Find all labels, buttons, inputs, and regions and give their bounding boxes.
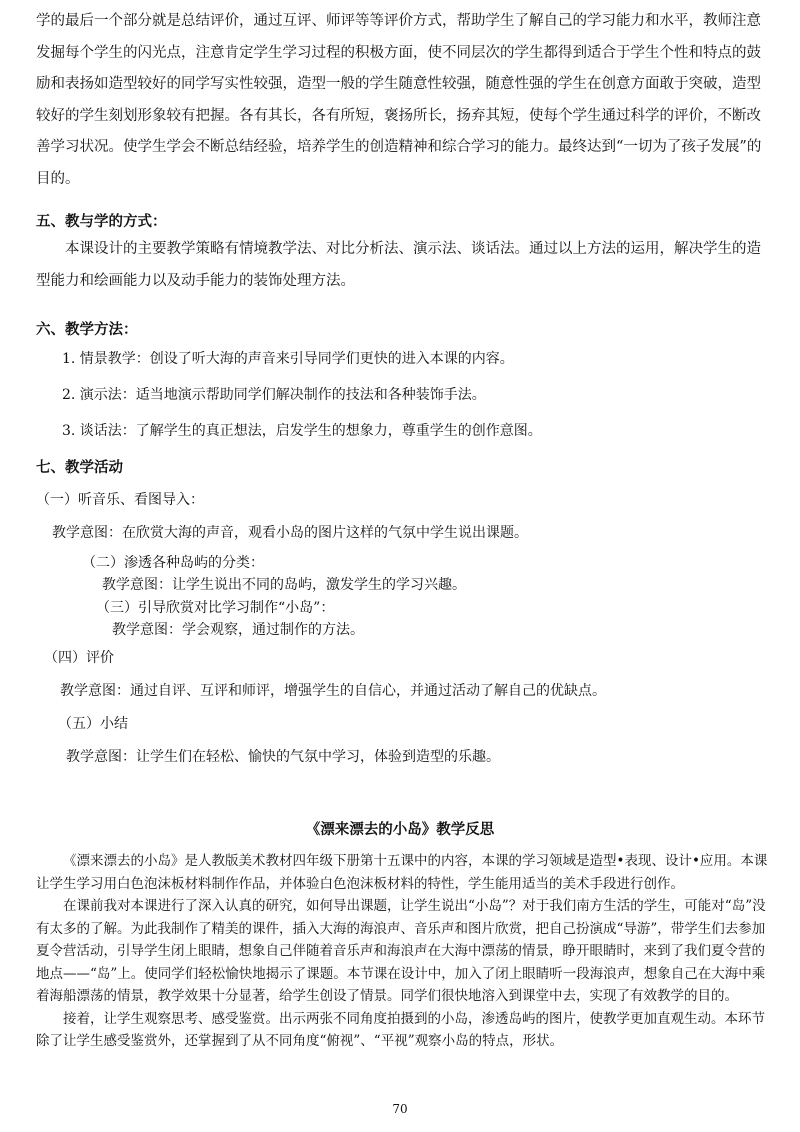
section-7-heading: 七、教学活动 (36, 460, 123, 476)
activity-step: （四）评价 (44, 650, 114, 666)
activity-intent: 教学意图：通过自评、互评和师评，增强学生的自信心，并通过活动了解自己的优缺点。 (60, 683, 606, 699)
activity-intent: 教学意图：学会观察，通过制作的方法。 (112, 622, 364, 638)
page-number: 70 (392, 1102, 408, 1116)
activity-step: （三）引导欣赏对比学习制作“小岛”： (96, 600, 335, 616)
teaching-method-item: 3. 谈话法：了解学生的真正想法，启发学生的想象力，尊重学生的创作意图。 (62, 423, 542, 439)
activity-step: （二）渗透各种岛屿的分类： (82, 555, 264, 571)
activity-intent: 教学意图：让学生说出不同的岛屿，激发学生的学习兴趣。 (102, 577, 466, 593)
section-6-heading: 六、教学方法： (36, 322, 138, 338)
teaching-method-item: 1. 情景教学：创设了听大海的声音来引导同学们更快的进入本课的内容。 (62, 351, 514, 367)
intro-paragraph: 学的最后一个部分就是总结评价，通过互评、师评等等评价方式，帮助学生了解自己的学习能力和水平，教师注意发掘每个学生的闪光点，注意肯定学生学习过程的积极方面，使不同层次的学生都得到适合于学生个性和特点的鼓励和表扬如造型较好的同学写实性较强，造型一般的学生随意性较强，随意性强的学生在创意方面敢于突破，造型较好的学生刻划形象较有把握。各有其长，各有所短，褒扬所长，扬弃其短，使每个学生通过科学的评价，不断改善学习状况。使学生学会不断总结经验，培养学生的创造精神和综合学习的能力。最终达到“一切为了孩子发展”的目的。 (36, 13, 762, 187)
reflection-paragraph: 在课前我对本课进行了深入认真的研究，如何导出课题，让学生说出“小岛”？对于我们南方生活的学生，可能对“岛”没有太多的了解。为此我制作了精美的课件，插入大海的海浪声、音乐声和图片欣赏，把自己扮演成“导游”，带学生们去参加夏令营活动，引导学生闭上眼睛，想象自己伴随着音乐声和海浪声在大海中漂荡的情景，睁开眼睛时，来到了我们夏令营的地点——“岛”上。使同学们轻松愉快地揭示了课题。本节课在设计中，加入了闭上眼睛听一段海浪声，想象自己在大海中乘着海船漂荡的情景，教学效果十分显著，给学生创设了情景。同学们很快地溶入到课堂中去，实现了有效教学的目的。 (36, 898, 766, 1004)
reflection-body (36, 850, 778, 1053)
activity-step: （一）听音乐、看图导入： (36, 492, 204, 508)
reflection-paragraph: 接着，让学生观察思考、感受鉴赏。出示两张不同角度拍摄到的小岛，渗透岛屿的图片，使教学更加直观生动。本环节除了让学生感受鉴赏外，还掌握到了从不同角度“俯视”、“平视”观察小岛的特点，形状。 (36, 1010, 765, 1049)
section-5-paragraph: 本课设计的主要教学策略有情境教学法、对比分析法、演示法、谈话法。通过以上方法的运用，解决学生的造型能力和绘画能力以及动手能力的装饰处理方法。 (36, 241, 761, 289)
activity-step: （五）小结 (58, 716, 128, 732)
teaching-method-item: 2. 演示法：适当地演示帮助同学们解决制作的技法和各种装饰手法。 (62, 387, 486, 403)
activity-intent: 教学意图：在欣赏大海的声音，观看小岛的图片这样的气氛中学生说出课题。 (52, 525, 528, 541)
activity-intent: 教学意图：让学生们在轻松、愉快的气氛中学习，体验到造型的乐趣。 (66, 749, 500, 765)
reflection-paragraph: 《漂来漂去的小岛》是人教版美术教材四年级下册第十五课中的内容，本课的学习领域是造型•表现、设计•应用。本课让学生学习用白色泡沫板材料制作作品，并体验白色泡沫板材料的特性，学生能用适当的美术手段进行创作。 (36, 853, 768, 892)
section-5-heading: 五、教与学的方式： (36, 214, 167, 230)
reflection-title: 《漂来漂去的小岛》教学反思 (305, 822, 495, 838)
